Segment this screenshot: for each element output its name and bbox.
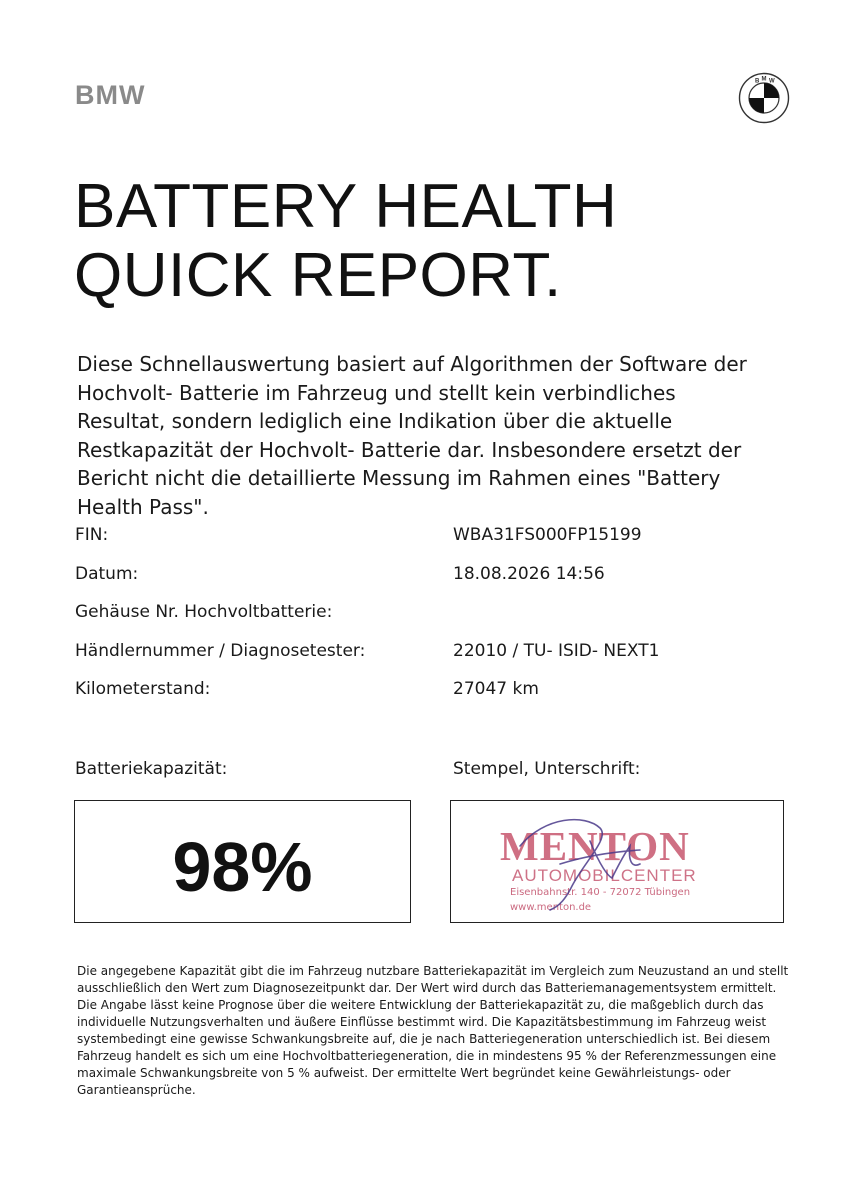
capacity-label: Batteriekapazität: — [75, 759, 228, 779]
stamp-website: www.menton.de — [510, 902, 592, 913]
capacity-box — [74, 800, 411, 923]
title-line-2: QUICK REPORT. — [74, 241, 562, 310]
intro-paragraph: Diese Schnellauswertung basiert auf Algorithmen der Software der Hochvolt- Batterie im Fahrzeug und stellt kein verbindliches Resultat, sondern lediglich eine Indikation über die aktuelle Restkapazität der Hochvolt- Batterie dar. Insbesondere ersetzt der Bericht nicht die detaillierte Messung im Rahmen eines "Battery Health Pass". — [77, 352, 747, 519]
stamp-label: Stempel, Unterschrift: — [453, 759, 641, 779]
field-label-date: Datum: — [75, 564, 139, 584]
svg-text:B: B — [755, 78, 760, 85]
field-label-mileage: Kilometerstand: — [75, 679, 211, 699]
stamp-company-subtitle: AUTOMOBILCENTER — [512, 866, 697, 885]
field-value-mileage: 27047 km — [453, 679, 539, 699]
field-label-dealer: Händlernummer / Diagnosetester: — [75, 641, 366, 661]
title-line-1: BATTERY HEALTH — [74, 172, 618, 241]
svg-text:W: W — [769, 78, 775, 85]
svg-text:M: M — [761, 76, 767, 83]
brand-wordmark: BMW — [75, 80, 146, 110]
capacity-value: 98% — [172, 828, 313, 906]
field-label-housing-no: Gehäuse Nr. Hochvoltbatterie: — [75, 602, 333, 622]
report-title — [74, 172, 617, 310]
handwritten-signature — [490, 806, 700, 916]
field-value-fin: WBA31FS000FP15199 — [453, 525, 642, 545]
bmw-roundel-icon — [738, 72, 790, 124]
stamp-address: Eisenbahnstr. 140 - 72072 Tübingen — [510, 887, 691, 898]
stamp-company-name: MENTON — [500, 823, 690, 869]
field-value-dealer: 22010 / TU- ISID- NEXT1 — [453, 641, 660, 661]
disclaimer-text: Die angegebene Kapazität gibt die im Fahrzeug nutzbare Batteriekapazität im Vergleich zum Neuzustand an und stellt ausschließlich den Wert zum Diagnosezeitpunkt dar. Der Wert wird durch das Batteriemanagementsystem ermittelt. Die Angabe lässt keine Prognose über die weitere Entwicklung der Batteriekapazität zu, die maßgeblich durch das individuelle Nutzungsverhalten und äußere Einflüsse bestimmt wird. Die Kapazitätsbestimmung im Fahrzeug weist systembedingt eine gewisse Schwankungsbreite auf, die je nach Batteriegeneration unterschiedlich ist. Bei diesem Fahrzeug handelt es sich um eine Hochvoltbatteriegeneration, die in mindestens 95 % der Referenzmessungen eine maximale Schwankungsbreite von 5 % aufweist. Der ermittelte Wert begründet keine Gewährleistungs- oder Garantieansprüche. — [77, 964, 789, 1097]
field-label-fin: FIN: — [75, 525, 109, 545]
field-value-date: 18.08.2026 14:56 — [453, 564, 605, 584]
